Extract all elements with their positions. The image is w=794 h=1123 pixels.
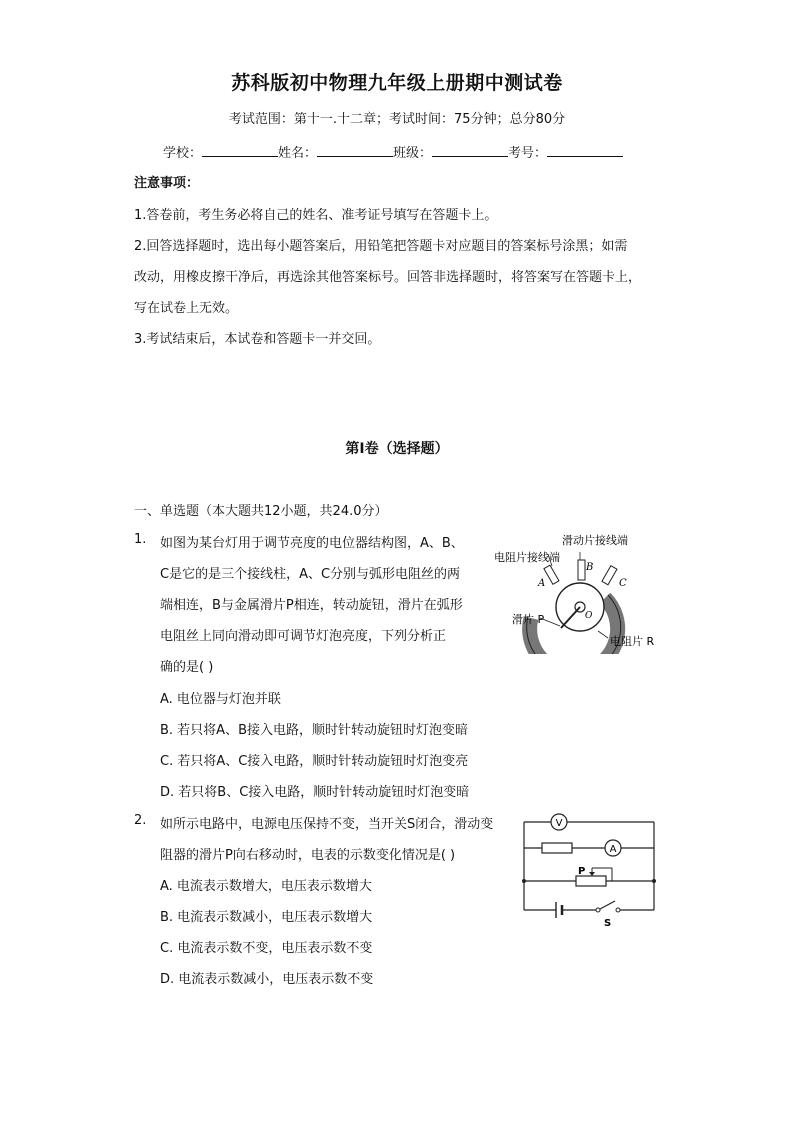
question-1-line-1: 如图为某台灯用于调节亮度的电位器结构图，A、B、 xyxy=(160,536,464,551)
question-1-line-3: 端相连，B与金属滑片P相连，转动旋钮，滑片在弧形 xyxy=(160,598,463,613)
id-label: 考号： xyxy=(508,146,548,161)
slider-label: 滑片 P xyxy=(512,613,545,626)
question-1-option-b[interactable]: B. 若只将A、B接入电路，顺时针转动旋钮时灯泡变暗 xyxy=(160,723,468,738)
section-heading: 一、单选题（本大题共12小题，共24.0分） xyxy=(134,504,388,519)
question-2-option-b[interactable]: B. 电流表示数减小，电压表示数增大 xyxy=(160,910,373,925)
label-c: C xyxy=(619,578,627,589)
label-a: A xyxy=(538,578,546,589)
terminal-c xyxy=(602,566,617,585)
rheostat-label: P xyxy=(578,866,586,877)
question-1-line-5: 确的是( ) xyxy=(160,660,214,675)
voltmeter-label: V xyxy=(555,818,563,829)
switch-contact-right xyxy=(616,908,620,912)
terminal-b xyxy=(578,560,585,580)
id-blank[interactable] xyxy=(547,144,623,157)
rheostat xyxy=(576,876,606,886)
junction-left xyxy=(522,879,526,883)
school-blank[interactable] xyxy=(202,144,278,157)
name-blank[interactable] xyxy=(317,144,393,157)
question-2-line-1: 如所示电路中，电源电压保持不变，当开关S闭合，滑动变 xyxy=(160,817,494,832)
note-item-2-line-2: 改动，用橡皮擦干净后，再选涂其他答案标号。回答非选择题时，将答案写在答题卡上， xyxy=(134,270,642,285)
exam-title: 苏科版初中物理九年级上册期中测试卷 xyxy=(231,72,563,94)
switch-lever xyxy=(600,901,615,909)
question-1-option-d[interactable]: D. 若只将B、C接入电路，顺时针转动旋钮时灯泡变暗 xyxy=(160,785,470,800)
circuit-figure xyxy=(516,810,662,928)
question-1-number: 1. xyxy=(134,532,147,547)
question-1-line-2: C是它的是三个接线柱，A、C分别与弧形电阻丝的两 xyxy=(160,567,461,582)
question-1-option-c[interactable]: C. 若只将A、C接入电路，顺时针转动旋钮时灯泡变亮 xyxy=(160,754,469,769)
question-2-option-a[interactable]: A. 电流表示数增大，电压表示数增大 xyxy=(160,879,372,894)
note-item-3: 3.考试结束后，本试卷和答题卡一并交回。 xyxy=(134,332,381,347)
question-2-line-2: 阻器的滑片P向右移动时，电表的示数变化情况是( ) xyxy=(160,848,456,863)
school-label: 学校： xyxy=(163,146,203,161)
fixed-resistor xyxy=(542,843,572,853)
label-o: O xyxy=(585,611,593,621)
notes-heading: 注意事项： xyxy=(134,176,200,191)
label-b: B xyxy=(586,562,594,573)
class-blank[interactable] xyxy=(432,144,508,157)
question-2-number: 2. xyxy=(134,813,147,828)
potentiometer-figure xyxy=(488,528,674,654)
resistor-leader xyxy=(598,631,608,638)
question-2-option-d[interactable]: D. 电流表示数减小，电压表示数不变 xyxy=(160,972,374,987)
name-label: 姓名： xyxy=(278,146,318,161)
ammeter-label: A xyxy=(609,844,617,855)
exam-subtitle: 考试范围：第十一.十二章；考试时间：75分钟；总分80分 xyxy=(228,112,566,127)
note-item-2-line-3: 写在试卷上无效。 xyxy=(134,301,239,316)
question-1-line-4: 电阻丝上同向滑动即可调节灯泡亮度，下列分析正 xyxy=(160,629,447,644)
note-item-2-line-1: 2.回答选择题时，选出每小题答案后，用铅笔把答题卡对应题目的答案标号涂黑；如需 xyxy=(134,239,628,254)
note-item-1: 1.答卷前，考生务必将自己的姓名、准考证号填写在答题卡上。 xyxy=(134,208,498,223)
question-1-option-a[interactable]: A. 电位器与灯泡并联 xyxy=(160,692,281,707)
resistor-label: 电阻片 R xyxy=(610,635,655,648)
part1-title: 第I卷（选择题） xyxy=(345,441,449,457)
junction-right xyxy=(652,879,656,883)
question-2-option-c[interactable]: C. 电流表示数不变，电压表示数不变 xyxy=(160,941,373,956)
terminal-a xyxy=(544,565,559,584)
resistor-terminal-label: 电阻片接线端 xyxy=(494,551,560,564)
switch-label: S xyxy=(604,918,612,928)
slider-terminal-label: 滑动片接线端 xyxy=(562,534,628,547)
student-info-line xyxy=(163,142,623,161)
switch-contact-left xyxy=(596,908,600,912)
class-label: 班级： xyxy=(393,146,433,161)
